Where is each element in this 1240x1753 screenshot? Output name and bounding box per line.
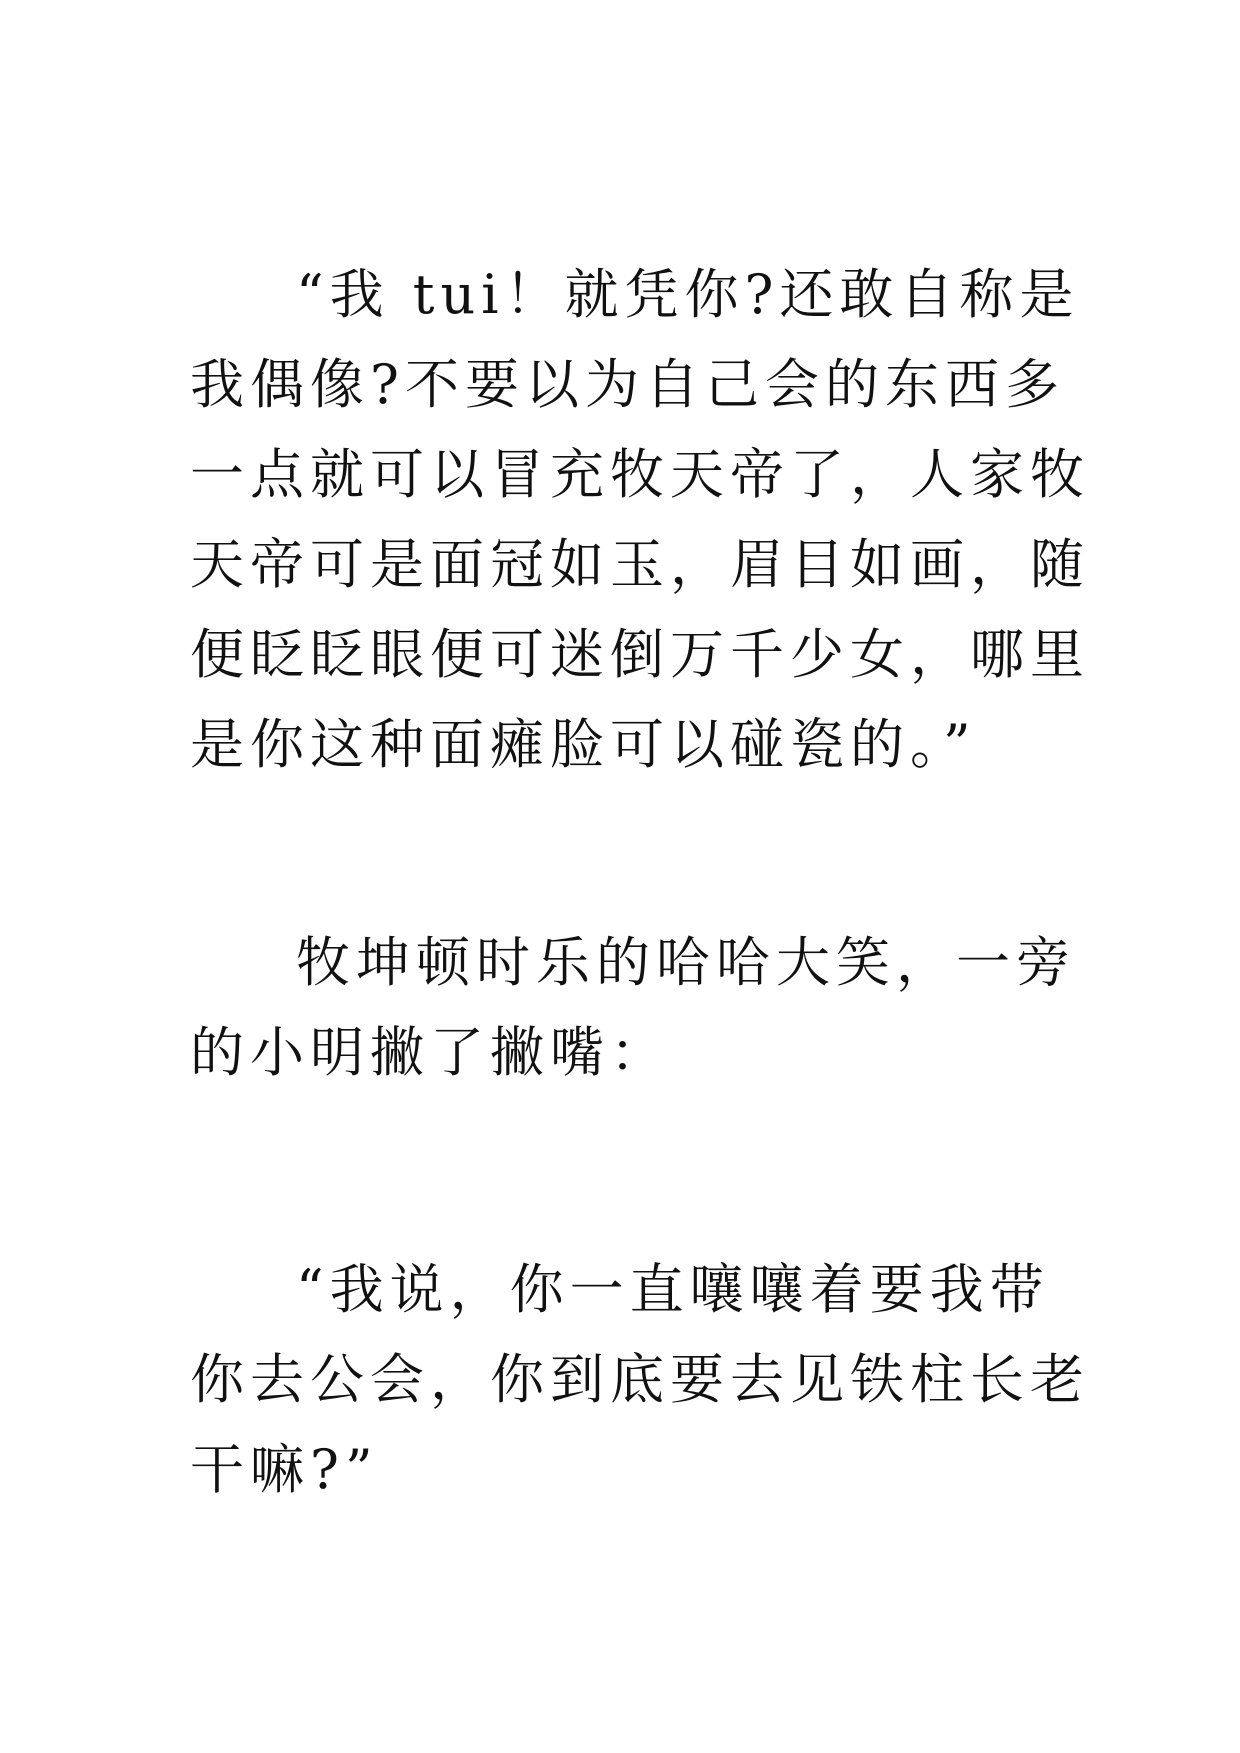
paragraph-line: 干嘛?” [190,1438,379,1501]
paragraph-line: “我说，你一直嚷嚷着要我带 [296,1258,1050,1321]
paragraph-line: 我偶像?不要以为自己会的东西多 [190,353,1065,416]
paragraph-1 [190,250,1090,790]
paragraph-line: 便眨眨眼便可迷倒万千少女，哪里 [190,623,1090,686]
paragraph-line: 一点就可以冒充牧天帝了，人家牧 [190,443,1090,506]
paragraph-2 [190,918,1076,1098]
paragraph-3 [190,1245,1090,1515]
paragraph-line: 你去公会，你到底要去见铁柱长老 [190,1348,1090,1411]
paragraph-line: 的小明撇了撇嘴： [190,1021,670,1084]
paragraph-line: 牧坤顿时乐的哈哈大笑，一旁 [296,931,1076,994]
paragraph-line: “我 tui！就凭你?还敢自称是 [296,263,1080,326]
paragraph-line: 是你这种面瘫脸可以碰瓷的。” [190,713,977,776]
paragraph-line: 天帝可是面冠如玉，眉目如画，随 [190,533,1090,596]
